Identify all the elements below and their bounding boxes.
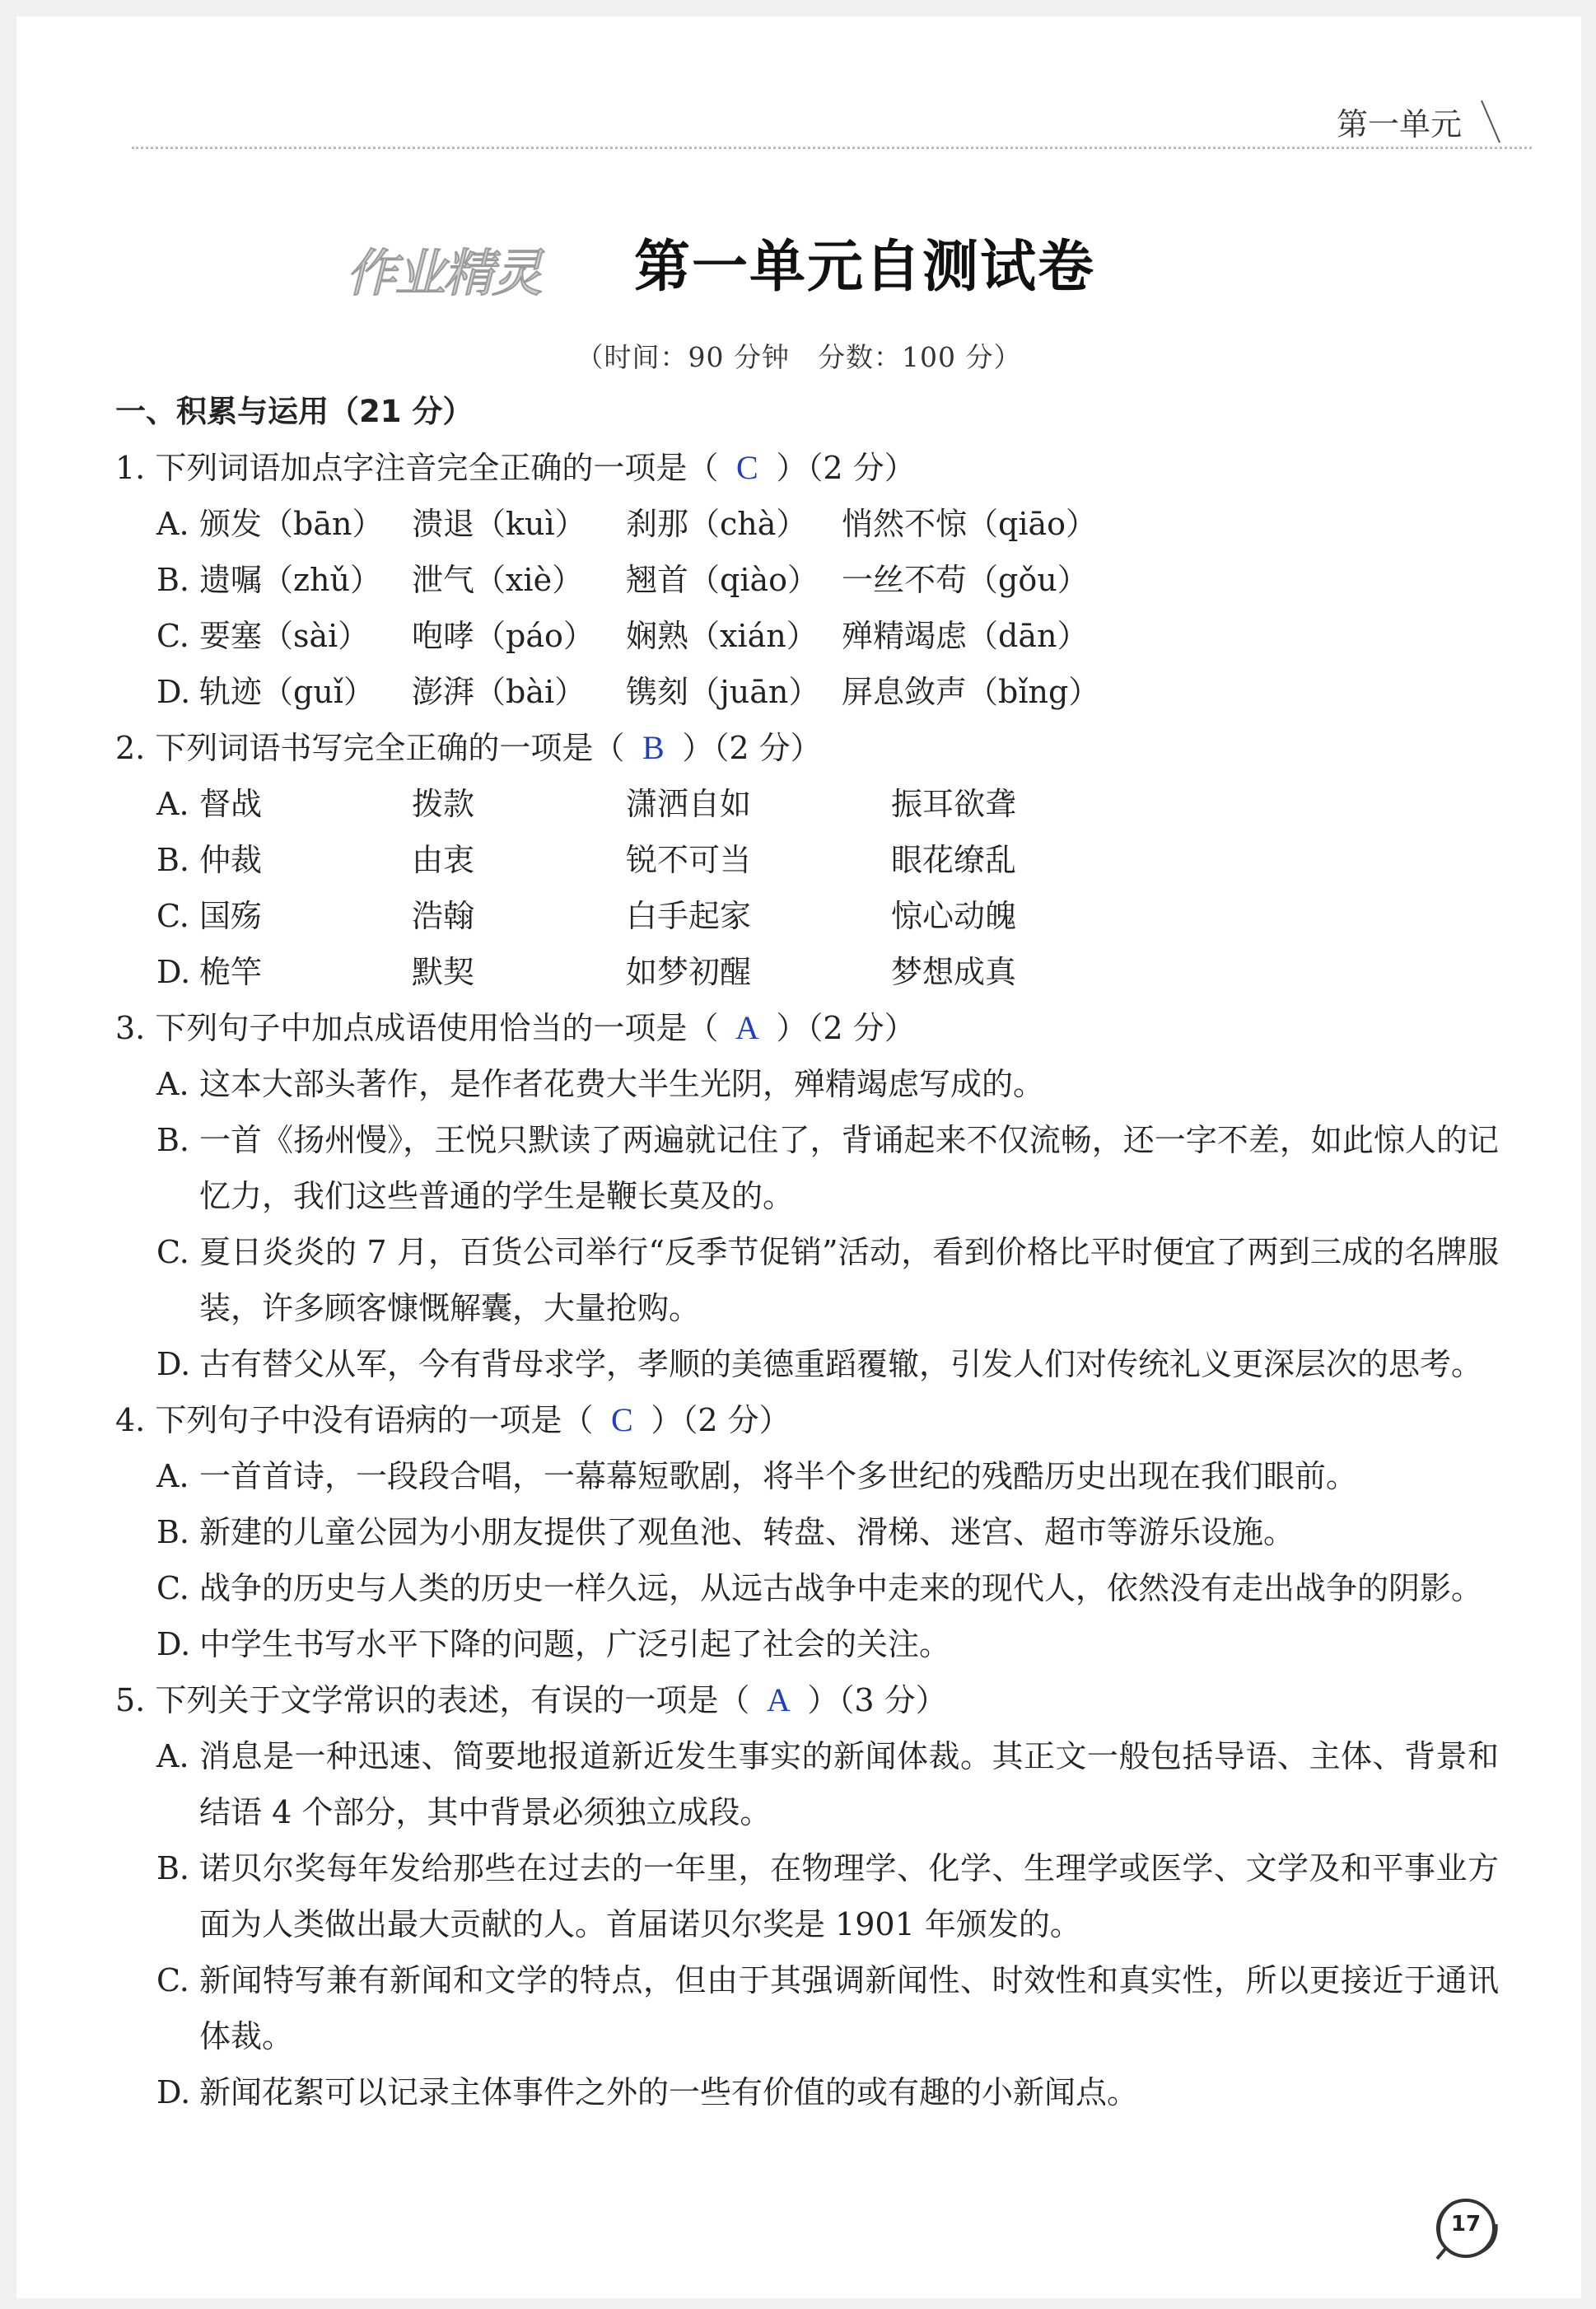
question-stem: 2. 下列词语书写完全正确的一项是（ B ）（2 分）	[115, 720, 1499, 776]
option-sentence: C. 夏日炎炎的 7 月，百货公司举行“反季节促销”活动，看到价格比平时便宜了两到三成的名牌服装，许多顾客慷慨解囊，大量抢购。	[156, 1234, 1499, 1326]
option-sentence: C. 新闻特写兼有新闻和文学的特点，但由于其强调新闻性、时效性和真实性，所以更接近于通讯体裁。	[156, 1962, 1499, 2054]
watermark-text: 作业精灵	[346, 243, 541, 303]
question-5	[115, 1672, 1499, 2120]
option-sentence: C. 战争的历史与人类的历史一样久远，从远古战争中走来的现代人，依然没有走出战争的阴影。	[156, 1570, 1483, 1606]
exam-content	[115, 384, 1499, 2120]
question-1	[115, 440, 1499, 720]
option-sentence: A. 这本大部头著作，是作者花费大半生光阴，殚精竭虑写成的。	[156, 1066, 1045, 1102]
option-sentence: B. 新建的儿童公园为小朋友提供了观鱼池、转盘、滑梯、迷宫、超市等游乐设施。	[156, 1514, 1295, 1550]
question-3	[115, 1000, 1499, 1392]
option-row: C. 要塞（sài） 咆哮（páo） 娴熟（xián） 殚精竭虑（dān）	[156, 618, 1089, 654]
option-sentence: D. 古有替父从军，今有背母求学，孝顺的美德重蹈覆辙，引发人们对传统礼义更深层次的思考。	[156, 1346, 1483, 1382]
question-stem: 4. 下列句子中没有语病的一项是（ C ）（2 分）	[115, 1392, 1499, 1448]
option-sentence: D. 新闻花絮可以记录主体事件之外的一些有价值的或有趣的小新闻点。	[156, 2074, 1139, 2110]
option-row: A. 颁发（bān） 溃退（kuì） 刹那（chà） 悄然不惊（qiāo）	[156, 506, 1098, 542]
exam-subtitle: （时间：90 分钟 分数：100 分）	[576, 341, 1022, 373]
question-stem: 3. 下列句子中加点成语使用恰当的一项是（ A ）（2 分）	[115, 1000, 1499, 1056]
header-slash-icon	[1478, 99, 1503, 144]
option-row: D. 轨迹（guǐ） 澎湃（bài） 镌刻（juān） 屏息敛声（bǐng）	[156, 674, 1100, 710]
question-2	[115, 720, 1499, 1000]
page-number-badge	[1429, 2191, 1503, 2265]
answer-mark: A	[766, 1681, 791, 1718]
option-row: A. 督战 拨款 潇洒自如 振耳欲聋	[156, 786, 1017, 822]
option-sentence: B. 诺贝尔奖每年发给那些在过去的一年里，在物理学、化学、生理学或医学、文学及和平事业方面为人类做出最大贡献的人。首届诺贝尔奖是 1901 年颁发的。	[156, 1850, 1499, 1942]
section-heading: 一、积累与运用（21 分）	[115, 394, 474, 429]
option-sentence: A. 一首首诗，一段段合唱，一幕幕短歌剧，将半个多世纪的残酷历史出现在我们眼前。	[156, 1458, 1358, 1494]
page	[16, 16, 1581, 2298]
option-row: C. 国殇 浩翰 白手起家 惊心动魄	[156, 898, 1017, 934]
title-row	[16, 222, 1581, 302]
answer-mark: C	[736, 449, 758, 486]
page-number: 17	[1450, 2212, 1482, 2237]
option-sentence: D. 中学生书写水平下降的问题，广泛引起了社会的关注。	[156, 1626, 951, 1662]
header-divider	[132, 147, 1532, 149]
question-stem: 5. 下列关于文学常识的表述，有误的一项是（ A ）（3 分）	[115, 1672, 1499, 1728]
answer-mark: A	[735, 1009, 759, 1046]
option-sentence: B. 一首《扬州慢》，王悦只默读了两遍就记住了，背诵起来不仅流畅，还一字不差，如此惊人的记忆力，我们这些普通的学生是鞭长莫及的。	[156, 1122, 1499, 1214]
option-sentence: A. 消息是一种迅速、简要地报道新近发生事实的新闻体裁。其正文一般包括导语、主体、背景和结语 4 个部分，其中背景必须独立成段。	[156, 1738, 1499, 1830]
answer-mark: B	[642, 729, 665, 766]
unit-header: 第一单元	[1336, 106, 1462, 143]
option-row: D. 桅竿 默契 如梦初醒 梦想成真	[156, 954, 1017, 990]
option-row: B. 遗嘱（zhǔ） 泄气（xiè） 翘首（qiào） 一丝不苟（gǒu）	[156, 562, 1089, 598]
question-4	[115, 1392, 1499, 1672]
page-title: 第一单元自测试卷	[633, 234, 1095, 300]
option-row: B. 仲裁 由衷 锐不可当 眼花缭乱	[156, 842, 1017, 878]
answer-mark: C	[611, 1401, 633, 1438]
question-stem: 1. 下列词语加点字注音完全正确的一项是（ C ）（2 分）	[115, 440, 1499, 496]
